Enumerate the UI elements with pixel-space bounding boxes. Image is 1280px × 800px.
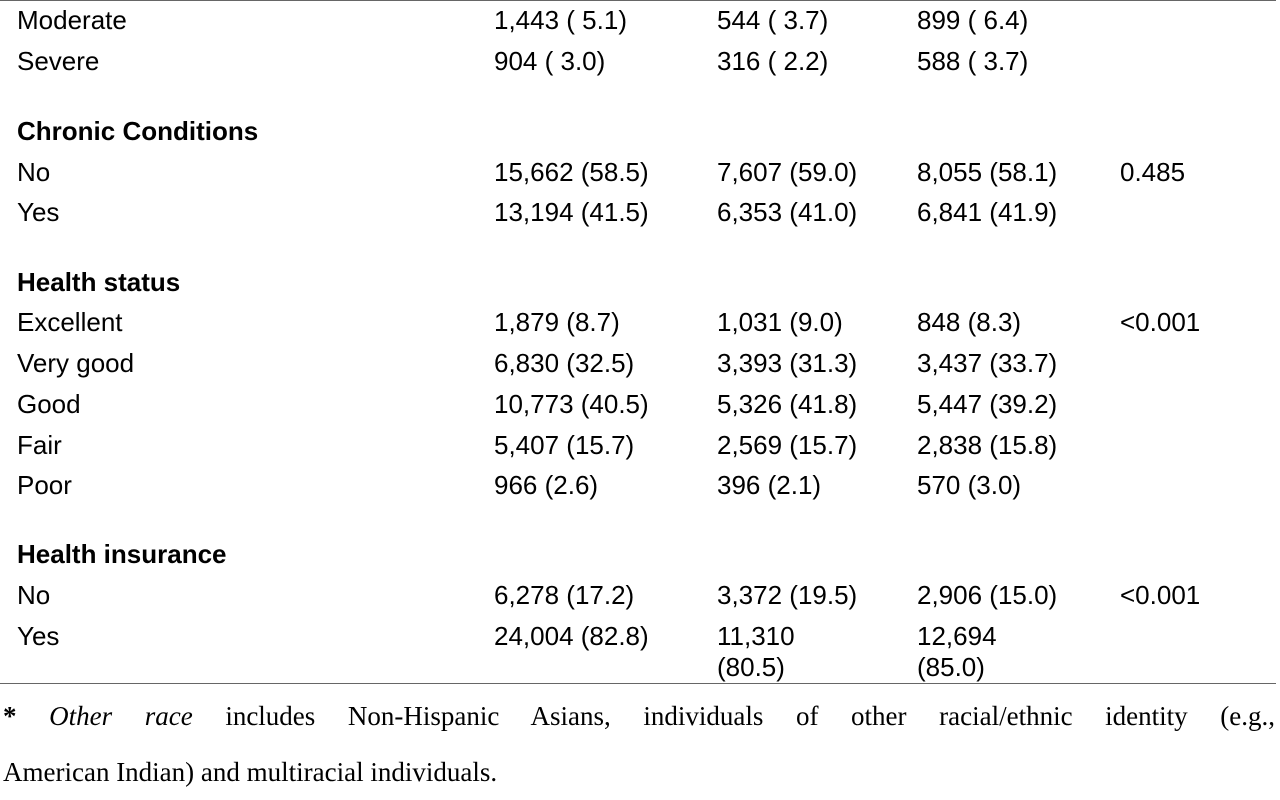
cell-p-value: <0.001 (1120, 580, 1201, 610)
cell-group-1: 316 ( 2.2) (717, 46, 829, 76)
table-top-rule (0, 0, 1276, 1)
cell-total: 15,662 (58.5) (494, 157, 649, 187)
footnote-line-1 (3, 688, 1275, 744)
cell-total: 6,278 (17.2) (494, 580, 635, 610)
row-label: No (17, 157, 51, 187)
cell-group-2: 8,055 (58.1) (917, 157, 1058, 187)
cell-p-value: 0.485 (1120, 157, 1186, 187)
cell-group-1: 1,031 (9.0) (717, 307, 843, 337)
cell-group-2: 5,447 (39.2) (917, 389, 1058, 419)
cell-group-2: 588 ( 3.7) (917, 46, 1029, 76)
row-label: Very good (17, 348, 135, 378)
cell-total: 1,879 (8.7) (494, 307, 620, 337)
cell-group-2-wrap: (85.0) (917, 652, 985, 682)
footnote-line-2: American Indian) and multiracial individuals. (3, 757, 498, 787)
cell-group-2: 2,838 (15.8) (917, 430, 1058, 460)
cell-group-2: 899 ( 6.4) (917, 5, 1029, 35)
row-label: Poor (17, 470, 72, 500)
cell-group-2: 570 (3.0) (917, 470, 1022, 500)
footnote-italic-term: Other race (49, 701, 193, 731)
cell-group-1: 544 ( 3.7) (717, 5, 829, 35)
cell-group-1: 3,393 (31.3) (717, 348, 858, 378)
cell-total: 1,443 ( 5.1) (494, 5, 627, 35)
section-header: Chronic Conditions (17, 116, 259, 146)
cell-total: 13,194 (41.5) (494, 197, 649, 227)
section-header: Health insurance (17, 539, 227, 569)
cell-total: 10,773 (40.5) (494, 389, 649, 419)
section-header: Health status (17, 267, 181, 297)
cell-group-1: 2,569 (15.7) (717, 430, 858, 460)
cell-total: 5,407 (15.7) (494, 430, 635, 460)
cell-group-2: 848 (8.3) (917, 307, 1022, 337)
cell-group-1: 6,353 (41.0) (717, 197, 858, 227)
cell-total: 966 (2.6) (494, 470, 599, 500)
cell-group-1: 11,310 (717, 621, 795, 651)
cell-total: 6,830 (32.5) (494, 348, 635, 378)
row-label: Yes (17, 621, 60, 651)
cell-total: 904 ( 3.0) (494, 46, 606, 76)
cell-group-1: 7,607 (59.0) (717, 157, 858, 187)
row-label: Good (17, 389, 81, 419)
cell-group-1: 3,372 (19.5) (717, 580, 858, 610)
row-label: Severe (17, 46, 100, 76)
cell-group-2: 12,694 (917, 621, 997, 651)
row-label: Fair (17, 430, 62, 460)
footnote-line-1-text: includes Non-Hispanic Asians, individuals of other racial/ethnic identity (e.g., (192, 701, 1276, 731)
row-label: Excellent (17, 307, 123, 337)
cell-group-1-wrap: (80.5) (717, 652, 785, 682)
table-footnote (3, 688, 1275, 800)
table-bottom-rule (0, 683, 1276, 684)
cell-total: 24,004 (82.8) (494, 621, 649, 651)
cell-group-2: 2,906 (15.0) (917, 580, 1058, 610)
cell-group-1: 5,326 (41.8) (717, 389, 858, 419)
row-label: Moderate (17, 5, 127, 35)
cell-group-1: 396 (2.1) (717, 470, 822, 500)
cell-group-2: 3,437 (33.7) (917, 348, 1058, 378)
cell-p-value: <0.001 (1120, 307, 1201, 337)
cell-group-2: 6,841 (41.9) (917, 197, 1058, 227)
footnote-marker: * (3, 701, 17, 731)
row-label: No (17, 580, 51, 610)
row-label: Yes (17, 197, 60, 227)
